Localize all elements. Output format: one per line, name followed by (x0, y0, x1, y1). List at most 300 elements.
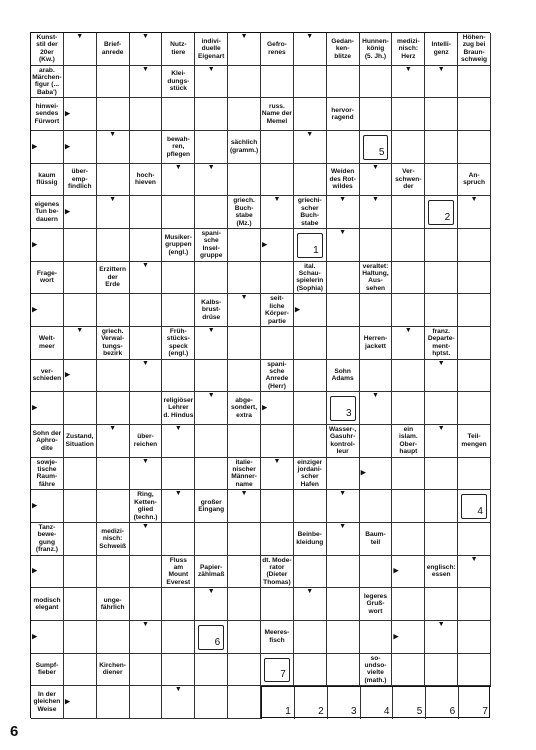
answer-cell[interactable] (392, 621, 425, 654)
answer-cell[interactable] (64, 98, 97, 131)
clue-text: tungs- (102, 342, 123, 350)
arrow-down-icon: ▼ (437, 65, 445, 73)
answer-cell[interactable] (392, 458, 425, 491)
clue-text: Tanz- (38, 524, 56, 532)
answer-cell[interactable] (195, 654, 228, 687)
answer-cell[interactable] (31, 294, 64, 327)
clue-text: rator (269, 564, 285, 572)
arrow-down-icon: ▼ (142, 33, 149, 40)
clue-text: In der (37, 691, 56, 699)
clue-text: Schau- (298, 270, 321, 278)
clue-cell (195, 556, 228, 589)
answer-cell[interactable] (425, 392, 458, 425)
answer-cell[interactable] (64, 229, 97, 262)
clue-cell (195, 229, 228, 262)
answer-cell[interactable] (360, 131, 393, 164)
answer-cell[interactable] (130, 33, 163, 66)
clue-cell (327, 164, 360, 197)
clue-text: stil der (36, 41, 58, 49)
answer-cell[interactable] (458, 654, 491, 687)
clue-cell (162, 327, 195, 360)
answer-cell[interactable] (425, 262, 458, 295)
answer-cell[interactable] (261, 588, 294, 621)
answer-cell[interactable] (130, 262, 163, 295)
answer-cell[interactable] (97, 556, 130, 589)
answer-cell[interactable] (458, 98, 491, 131)
arrow-down-icon: ▼ (174, 425, 182, 432)
clue-cell (228, 392, 261, 425)
answer-cell[interactable] (97, 490, 130, 523)
answer-cell[interactable] (162, 262, 195, 295)
arrow-down-icon: ▼ (339, 229, 347, 236)
answer-cell[interactable] (360, 164, 393, 197)
answer-cell[interactable] (392, 556, 425, 589)
answer-cell[interactable] (31, 229, 64, 262)
answer-cell[interactable] (392, 523, 425, 556)
solution-box (198, 625, 224, 650)
clue-text: (Mz.) (236, 219, 252, 227)
arrow-down-icon: ▼ (142, 621, 149, 628)
answer-cell[interactable] (360, 229, 393, 262)
answer-cell[interactable] (130, 131, 163, 164)
answer-cell[interactable] (97, 392, 130, 425)
answer-cell[interactable] (97, 621, 130, 654)
answer-cell[interactable] (294, 425, 327, 458)
answer-cell[interactable] (195, 164, 228, 197)
solution-key-cell[interactable] (294, 687, 327, 719)
answer-cell[interactable] (261, 262, 294, 295)
answer-cell[interactable] (458, 490, 491, 523)
answer-cell[interactable] (130, 98, 163, 131)
clue-text: über- (71, 168, 88, 176)
answer-cell[interactable] (228, 262, 261, 295)
solution-key-cell[interactable] (458, 687, 491, 719)
answer-cell[interactable] (392, 262, 425, 295)
answer-cell[interactable] (64, 33, 97, 66)
answer-cell[interactable] (327, 262, 360, 295)
answer-cell[interactable] (294, 392, 327, 425)
answer-cell[interactable] (327, 196, 360, 229)
answer-cell[interactable] (294, 131, 327, 164)
answer-cell[interactable] (327, 588, 360, 621)
clue-text: bezirk (103, 350, 123, 358)
clue-text: Anrede (265, 375, 289, 383)
clue-text: stücks- (166, 335, 190, 343)
answer-cell[interactable] (392, 327, 425, 360)
answer-cell[interactable] (425, 98, 458, 131)
answer-cell[interactable] (195, 196, 228, 229)
answer-cell[interactable] (425, 490, 458, 523)
clue-cell (294, 458, 327, 491)
answer-cell[interactable] (425, 621, 458, 654)
answer-cell[interactable] (458, 523, 491, 556)
answer-cell[interactable] (458, 360, 491, 393)
answer-cell[interactable] (327, 523, 360, 556)
clue-text: haupt (399, 448, 418, 456)
answer-cell[interactable] (294, 66, 327, 99)
clue-cell (97, 33, 130, 66)
arrow-right-icon: ▶ (393, 567, 399, 575)
clue-text: gung (38, 538, 55, 546)
answer-cell[interactable] (327, 556, 360, 589)
answer-cell[interactable] (64, 556, 97, 589)
answer-cell[interactable] (392, 196, 425, 229)
answer-cell[interactable] (97, 686, 130, 719)
answer-cell[interactable] (360, 294, 393, 327)
answer-cell[interactable] (392, 131, 425, 164)
answer-cell[interactable] (294, 98, 327, 131)
answer-cell[interactable] (261, 327, 294, 360)
clue-text: flüssig (36, 179, 58, 187)
clue-text: (techn.) (133, 513, 158, 521)
answer-cell[interactable] (130, 556, 163, 589)
answer-cell[interactable] (294, 588, 327, 621)
answer-cell[interactable] (327, 392, 360, 425)
answer-cell[interactable] (64, 458, 97, 491)
answer-cell[interactable] (360, 392, 393, 425)
answer-cell[interactable] (294, 229, 327, 262)
answer-cell[interactable] (261, 66, 294, 99)
answer-cell[interactable] (294, 33, 327, 66)
answer-cell[interactable] (458, 196, 491, 229)
answer-cell[interactable] (228, 327, 261, 360)
answer-cell[interactable] (64, 66, 97, 99)
answer-cell[interactable] (392, 360, 425, 393)
answer-cell[interactable] (97, 229, 130, 262)
answer-cell[interactable] (458, 262, 491, 295)
answer-cell[interactable] (162, 458, 195, 491)
answer-cell[interactable] (130, 229, 163, 262)
answer-cell[interactable] (458, 229, 491, 262)
answer-cell[interactable] (162, 490, 195, 523)
answer-cell[interactable] (97, 294, 130, 327)
arrow-down-icon: ▼ (273, 457, 281, 465)
answer-cell[interactable] (195, 262, 228, 295)
answer-cell[interactable] (130, 654, 163, 687)
answer-cell[interactable] (294, 556, 327, 589)
answer-cell[interactable] (392, 490, 425, 523)
clue-text: pflegen (166, 150, 191, 158)
answer-cell[interactable] (195, 425, 228, 458)
answer-cell[interactable] (360, 458, 393, 491)
answer-cell[interactable] (360, 556, 393, 589)
answer-cell[interactable] (162, 654, 195, 687)
answer-cell[interactable] (261, 229, 294, 262)
answer-cell[interactable] (458, 392, 491, 425)
answer-cell[interactable] (261, 425, 294, 458)
answer-cell[interactable] (425, 164, 458, 197)
clue-text: Weiden (330, 168, 355, 176)
arrow-down-icon: ▼ (240, 294, 248, 302)
answer-cell[interactable] (392, 588, 425, 621)
answer-cell[interactable] (360, 621, 393, 654)
answer-cell[interactable] (31, 556, 64, 589)
answer-cell[interactable] (392, 294, 425, 327)
arrow-down-icon: ▼ (306, 588, 314, 596)
answer-cell[interactable] (458, 327, 491, 360)
answer-cell[interactable] (195, 588, 228, 621)
answer-cell[interactable] (97, 425, 130, 458)
clue-text: An- (468, 172, 480, 180)
answer-cell[interactable] (97, 458, 130, 491)
answer-cell[interactable] (425, 588, 458, 621)
answer-cell[interactable] (425, 229, 458, 262)
answer-cell[interactable] (228, 360, 261, 393)
answer-cell[interactable] (162, 196, 195, 229)
answer-cell[interactable] (64, 621, 97, 654)
answer-cell[interactable] (360, 98, 393, 131)
answer-cell[interactable] (64, 131, 97, 164)
answer-cell[interactable] (425, 654, 458, 687)
clue-text: Hafen (300, 480, 319, 488)
answer-cell[interactable] (64, 523, 97, 556)
arrow-down-icon: ▼ (372, 196, 379, 204)
answer-cell[interactable] (261, 654, 294, 687)
answer-cell[interactable] (130, 686, 163, 719)
answer-cell[interactable] (327, 458, 360, 491)
answer-cell[interactable] (360, 360, 393, 393)
answer-cell[interactable] (228, 654, 261, 687)
arrow-down-icon: ▼ (142, 359, 149, 367)
answer-cell[interactable] (162, 294, 195, 327)
answer-cell[interactable] (228, 588, 261, 621)
answer-cell[interactable] (97, 196, 130, 229)
answer-cell[interactable] (425, 523, 458, 556)
answer-cell[interactable] (195, 327, 228, 360)
answer-cell[interactable] (130, 392, 163, 425)
answer-cell[interactable] (360, 490, 393, 523)
answer-cell[interactable] (392, 66, 425, 99)
answer-cell[interactable] (31, 392, 64, 425)
answer-cell[interactable] (31, 621, 64, 654)
clue-cell (327, 98, 360, 131)
answer-cell[interactable] (195, 360, 228, 393)
answer-cell[interactable] (228, 98, 261, 131)
answer-cell[interactable] (294, 294, 327, 327)
answer-cell[interactable] (195, 98, 228, 131)
arrow-right-icon: ▶ (32, 404, 38, 412)
solution-number: 6 (214, 636, 221, 648)
answer-cell[interactable] (228, 33, 261, 66)
answer-cell[interactable] (261, 523, 294, 556)
answer-cell[interactable] (327, 131, 360, 164)
answer-cell[interactable] (162, 588, 195, 621)
answer-cell[interactable] (195, 686, 228, 719)
arrow-right-icon: ▶ (64, 698, 71, 706)
answer-cell[interactable] (327, 327, 360, 360)
answer-cell[interactable] (392, 392, 425, 425)
answer-cell[interactable] (425, 458, 458, 491)
clue-cell (97, 262, 130, 295)
answer-cell[interactable] (195, 458, 228, 491)
answer-cell[interactable] (228, 294, 261, 327)
solution-key-number: 1 (285, 705, 291, 717)
answer-cell[interactable] (327, 66, 360, 99)
solution-key-cell[interactable] (392, 687, 425, 719)
answer-cell[interactable] (458, 131, 491, 164)
clue-text: jordani- (297, 466, 322, 474)
solution-key-cell[interactable] (360, 687, 393, 719)
answer-cell[interactable] (360, 425, 393, 458)
answer-cell[interactable] (130, 621, 163, 654)
answer-cell[interactable] (327, 229, 360, 262)
clue-text: stabe (235, 212, 253, 220)
answer-cell[interactable] (458, 66, 491, 99)
answer-cell[interactable] (64, 360, 97, 393)
answer-cell[interactable] (162, 523, 195, 556)
answer-cell[interactable] (392, 98, 425, 131)
solution-key-cell[interactable] (425, 687, 458, 719)
answer-cell[interactable] (425, 196, 458, 229)
clue-text: fährlich (100, 604, 125, 612)
solution-number: 4 (477, 505, 483, 517)
answer-cell[interactable] (425, 294, 458, 327)
answer-cell[interactable] (228, 164, 261, 197)
answer-cell[interactable] (458, 588, 491, 621)
answer-cell[interactable] (360, 66, 393, 99)
answer-cell[interactable] (162, 164, 195, 197)
answer-cell[interactable] (425, 425, 458, 458)
answer-cell[interactable] (228, 425, 261, 458)
clue-text: sendes (35, 110, 59, 118)
arrow-down-icon: ▼ (142, 261, 149, 269)
answer-cell[interactable] (64, 490, 97, 523)
answer-cell[interactable] (162, 621, 195, 654)
answer-cell[interactable] (31, 490, 64, 523)
clue-cell (31, 66, 64, 99)
answer-cell[interactable] (458, 458, 491, 491)
answer-cell[interactable] (261, 164, 294, 197)
answer-cell[interactable] (195, 131, 228, 164)
answer-cell[interactable] (97, 98, 130, 131)
clue-text: Höhen- (462, 34, 486, 42)
answer-cell[interactable] (195, 66, 228, 99)
answer-cell[interactable] (97, 164, 130, 197)
answer-cell[interactable] (458, 556, 491, 589)
answer-cell[interactable] (130, 588, 163, 621)
solution-key-cell[interactable] (261, 687, 294, 719)
answer-cell[interactable] (228, 66, 261, 99)
answer-cell[interactable] (162, 360, 195, 393)
answer-cell[interactable] (195, 523, 228, 556)
clue-text: reichen (133, 440, 158, 448)
answer-cell[interactable] (130, 360, 163, 393)
clue-text: sächlich (230, 139, 258, 147)
clue-text: Märchen- (32, 74, 62, 82)
clue-text: dauern (35, 215, 58, 223)
clue-cell (31, 327, 64, 360)
answer-cell[interactable] (261, 131, 294, 164)
answer-cell[interactable] (130, 523, 163, 556)
answer-cell[interactable] (64, 686, 97, 719)
clue-text: (franz.) (35, 546, 58, 554)
solution-key-cell[interactable] (327, 687, 360, 719)
answer-cell[interactable] (228, 556, 261, 589)
answer-cell[interactable] (228, 523, 261, 556)
answer-cell[interactable] (130, 327, 163, 360)
arrow-down-icon: ▼ (142, 65, 149, 73)
clue-text: hoch- (136, 172, 155, 180)
answer-cell[interactable] (392, 229, 425, 262)
clue-text: Gedan- (331, 37, 354, 45)
clue-cell (294, 262, 327, 295)
answer-cell[interactable] (294, 490, 327, 523)
arrow-down-icon: ▼ (142, 523, 149, 530)
answer-cell[interactable] (261, 458, 294, 491)
clue-text: nischer (232, 466, 256, 474)
answer-cell[interactable] (130, 196, 163, 229)
answer-cell[interactable] (162, 98, 195, 131)
answer-cell[interactable] (294, 164, 327, 197)
answer-cell[interactable] (228, 229, 261, 262)
answer-cell[interactable] (392, 654, 425, 687)
arrow-down-icon: ▼ (174, 490, 182, 498)
clue-text: Sumpf- (35, 662, 59, 670)
clue-text: der (107, 273, 118, 281)
arrow-down-icon: ▼ (306, 33, 314, 40)
clue-text: dite (41, 444, 53, 452)
answer-cell[interactable] (425, 360, 458, 393)
answer-cell[interactable] (294, 654, 327, 687)
answer-cell[interactable] (294, 327, 327, 360)
answer-cell[interactable] (130, 458, 163, 491)
answer-cell[interactable] (130, 294, 163, 327)
answer-cell[interactable] (97, 131, 130, 164)
arrow-down-icon: ▼ (437, 425, 445, 432)
answer-cell[interactable] (294, 621, 327, 654)
answer-cell[interactable] (162, 686, 195, 719)
answer-cell[interactable] (64, 262, 97, 295)
answer-cell[interactable] (228, 621, 261, 654)
answer-cell[interactable] (327, 294, 360, 327)
clue-text: Gasuhr- (329, 433, 356, 441)
answer-cell[interactable] (64, 196, 97, 229)
answer-cell[interactable] (195, 621, 228, 654)
answer-cell[interactable] (64, 588, 97, 621)
answer-cell[interactable] (31, 131, 64, 164)
answer-cell[interactable] (64, 294, 97, 327)
clue-cell (31, 98, 64, 131)
arrow-right-icon: ▶ (32, 567, 38, 575)
answer-cell[interactable] (261, 392, 294, 425)
answer-cell[interactable] (195, 392, 228, 425)
answer-cell[interactable] (425, 131, 458, 164)
answer-cell[interactable] (458, 621, 491, 654)
answer-cell[interactable] (327, 654, 360, 687)
answer-cell[interactable] (458, 294, 491, 327)
answer-cell[interactable] (327, 490, 360, 523)
arrow-right-icon: ▶ (64, 371, 71, 379)
answer-cell[interactable] (64, 327, 97, 360)
answer-cell[interactable] (425, 66, 458, 99)
answer-cell[interactable] (327, 621, 360, 654)
answer-cell[interactable] (261, 490, 294, 523)
answer-cell[interactable] (97, 360, 130, 393)
answer-cell[interactable] (261, 196, 294, 229)
answer-cell[interactable] (64, 392, 97, 425)
clue-text: indivi- (201, 37, 221, 45)
answer-cell[interactable] (228, 686, 261, 719)
answer-cell[interactable] (162, 425, 195, 458)
answer-cell[interactable] (130, 66, 163, 99)
answer-cell[interactable] (294, 360, 327, 393)
answer-cell[interactable] (228, 490, 261, 523)
solution-key-number: 4 (383, 705, 390, 717)
clue-text: englisch: (426, 564, 456, 572)
answer-cell[interactable] (97, 66, 130, 99)
answer-cell[interactable] (64, 654, 97, 687)
answer-cell[interactable] (360, 196, 393, 229)
